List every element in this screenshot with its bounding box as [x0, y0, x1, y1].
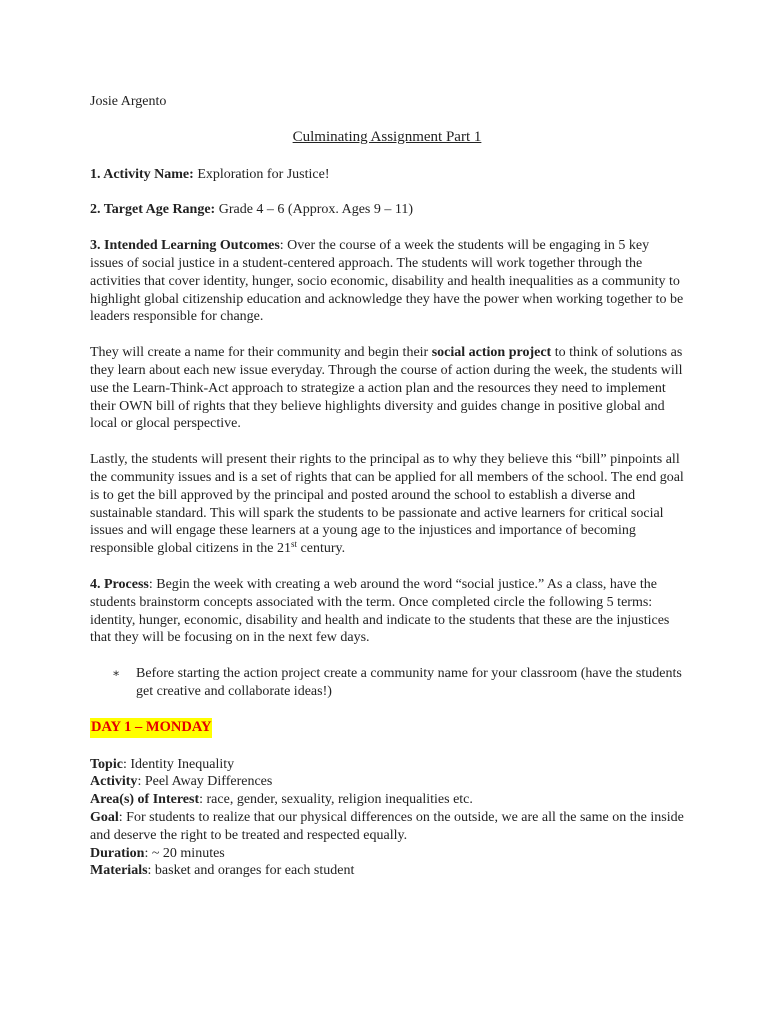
- bullet-item: [90, 665, 684, 701]
- area-value: : race, gender, sexuality, religion inequalities etc.: [199, 792, 473, 808]
- author-name: Josie Argento: [90, 94, 167, 109]
- activity-name-value: Exploration for Justice!: [197, 166, 330, 182]
- process-paragraph: [90, 576, 684, 647]
- topic-label: Topic: [90, 756, 123, 772]
- day-heading: DAY 1 – MONDAY: [90, 718, 212, 738]
- process-text: : Begin the week with creating a web around the word “social justice.” As a class, have the students brainstorm concepts associated with the term. Once completed circle the following 5 terms: identity, hunger, economic, disability and health and indicate to the students that these are the injustices that they will be focusing on in the next few days.: [90, 576, 670, 646]
- ordinal-suffix: st: [291, 539, 298, 550]
- goal-label: Goal: [90, 809, 119, 825]
- activity-label: Activity: [90, 774, 138, 790]
- lastly-text: Lastly, the students will present their rights to the principal as to why they believe this “bill” pinpoints all the community issues and is a set of rights that can be applied for all members of the school. The end goal is to get the bill approved by the principal and posted around the school to establish a diverse and sustainable standard. This will spark the students to be passionate and active learners for critical social issues and will engage these learners at a young age to the injustices and importance of becoming responsible global citizens in the 21: [90, 452, 684, 557]
- goal-line: [90, 809, 684, 845]
- outcomes-text: : Over the course of a week the students will be engaging in 5 key issues of social justice in a student-centered approach. The students will work together through the activities that cover identity, hunger, socio economic, disability and health inequalities as a community to highlight global citizenship education and acknowledge they have the power when working together to be leaders responsible for change.: [90, 238, 684, 325]
- materials-value: : basket and oranges for each student: [147, 863, 355, 879]
- area-line: [90, 791, 684, 809]
- process-label: 4. Process: [90, 576, 149, 592]
- activity-name-line: [90, 166, 684, 184]
- duration-value: : ~ 20 minutes: [144, 845, 225, 861]
- project-paragraph: [90, 344, 684, 433]
- target-age-label: 2. Target Age Range:: [90, 202, 216, 218]
- day-details: [90, 756, 684, 881]
- project-text-before: They will create a name for their community and begin their: [90, 345, 432, 361]
- materials-label: Materials: [90, 863, 148, 879]
- duration-label: Duration: [90, 845, 145, 861]
- activity-value: : Peel Away Differences: [137, 774, 273, 790]
- materials-line: [90, 862, 684, 880]
- topic-value: : Identity Inequality: [122, 756, 235, 772]
- outcomes-paragraph: [90, 237, 684, 326]
- bullet-text: Before starting the action project create a community name for your classroom (have the students get creative and collaborate ideas!): [136, 666, 682, 699]
- activity-name-label: 1. Activity Name:: [90, 166, 194, 182]
- project-text-after: to think of solutions as they learn about each new issue everyday. Through the course of action during the week, the students will use the Learn-Think-Act approach to strategize a action plan and the resources they need to implement their OWN bill of rights that they believe highlights diversity and guides change in positive global and local or glocal perspective.: [90, 345, 683, 432]
- lastly-end: century.: [297, 541, 346, 557]
- document-title: Culminating Assignment Part 1: [292, 128, 482, 145]
- outcomes-label: 3. Intended Learning Outcomes: [90, 238, 280, 254]
- area-label: Area(s) of Interest: [90, 792, 200, 808]
- document-page: [90, 93, 684, 880]
- topic-line: [90, 756, 684, 774]
- project-bold-term: social action project: [431, 345, 552, 361]
- activity-line: [90, 773, 684, 791]
- lastly-paragraph: [90, 451, 684, 558]
- target-age-value: Grade 4 – 6 (Approx. Ages 9 – 11): [218, 202, 413, 218]
- duration-line: [90, 845, 684, 863]
- target-age-line: [90, 201, 684, 219]
- goal-value: : For students to realize that our physical differences on the outside, we are all the same on the inside and deserve the right to be treated and respected equally.: [90, 809, 684, 843]
- asterisk-bullet-icon: ∗: [112, 666, 121, 681]
